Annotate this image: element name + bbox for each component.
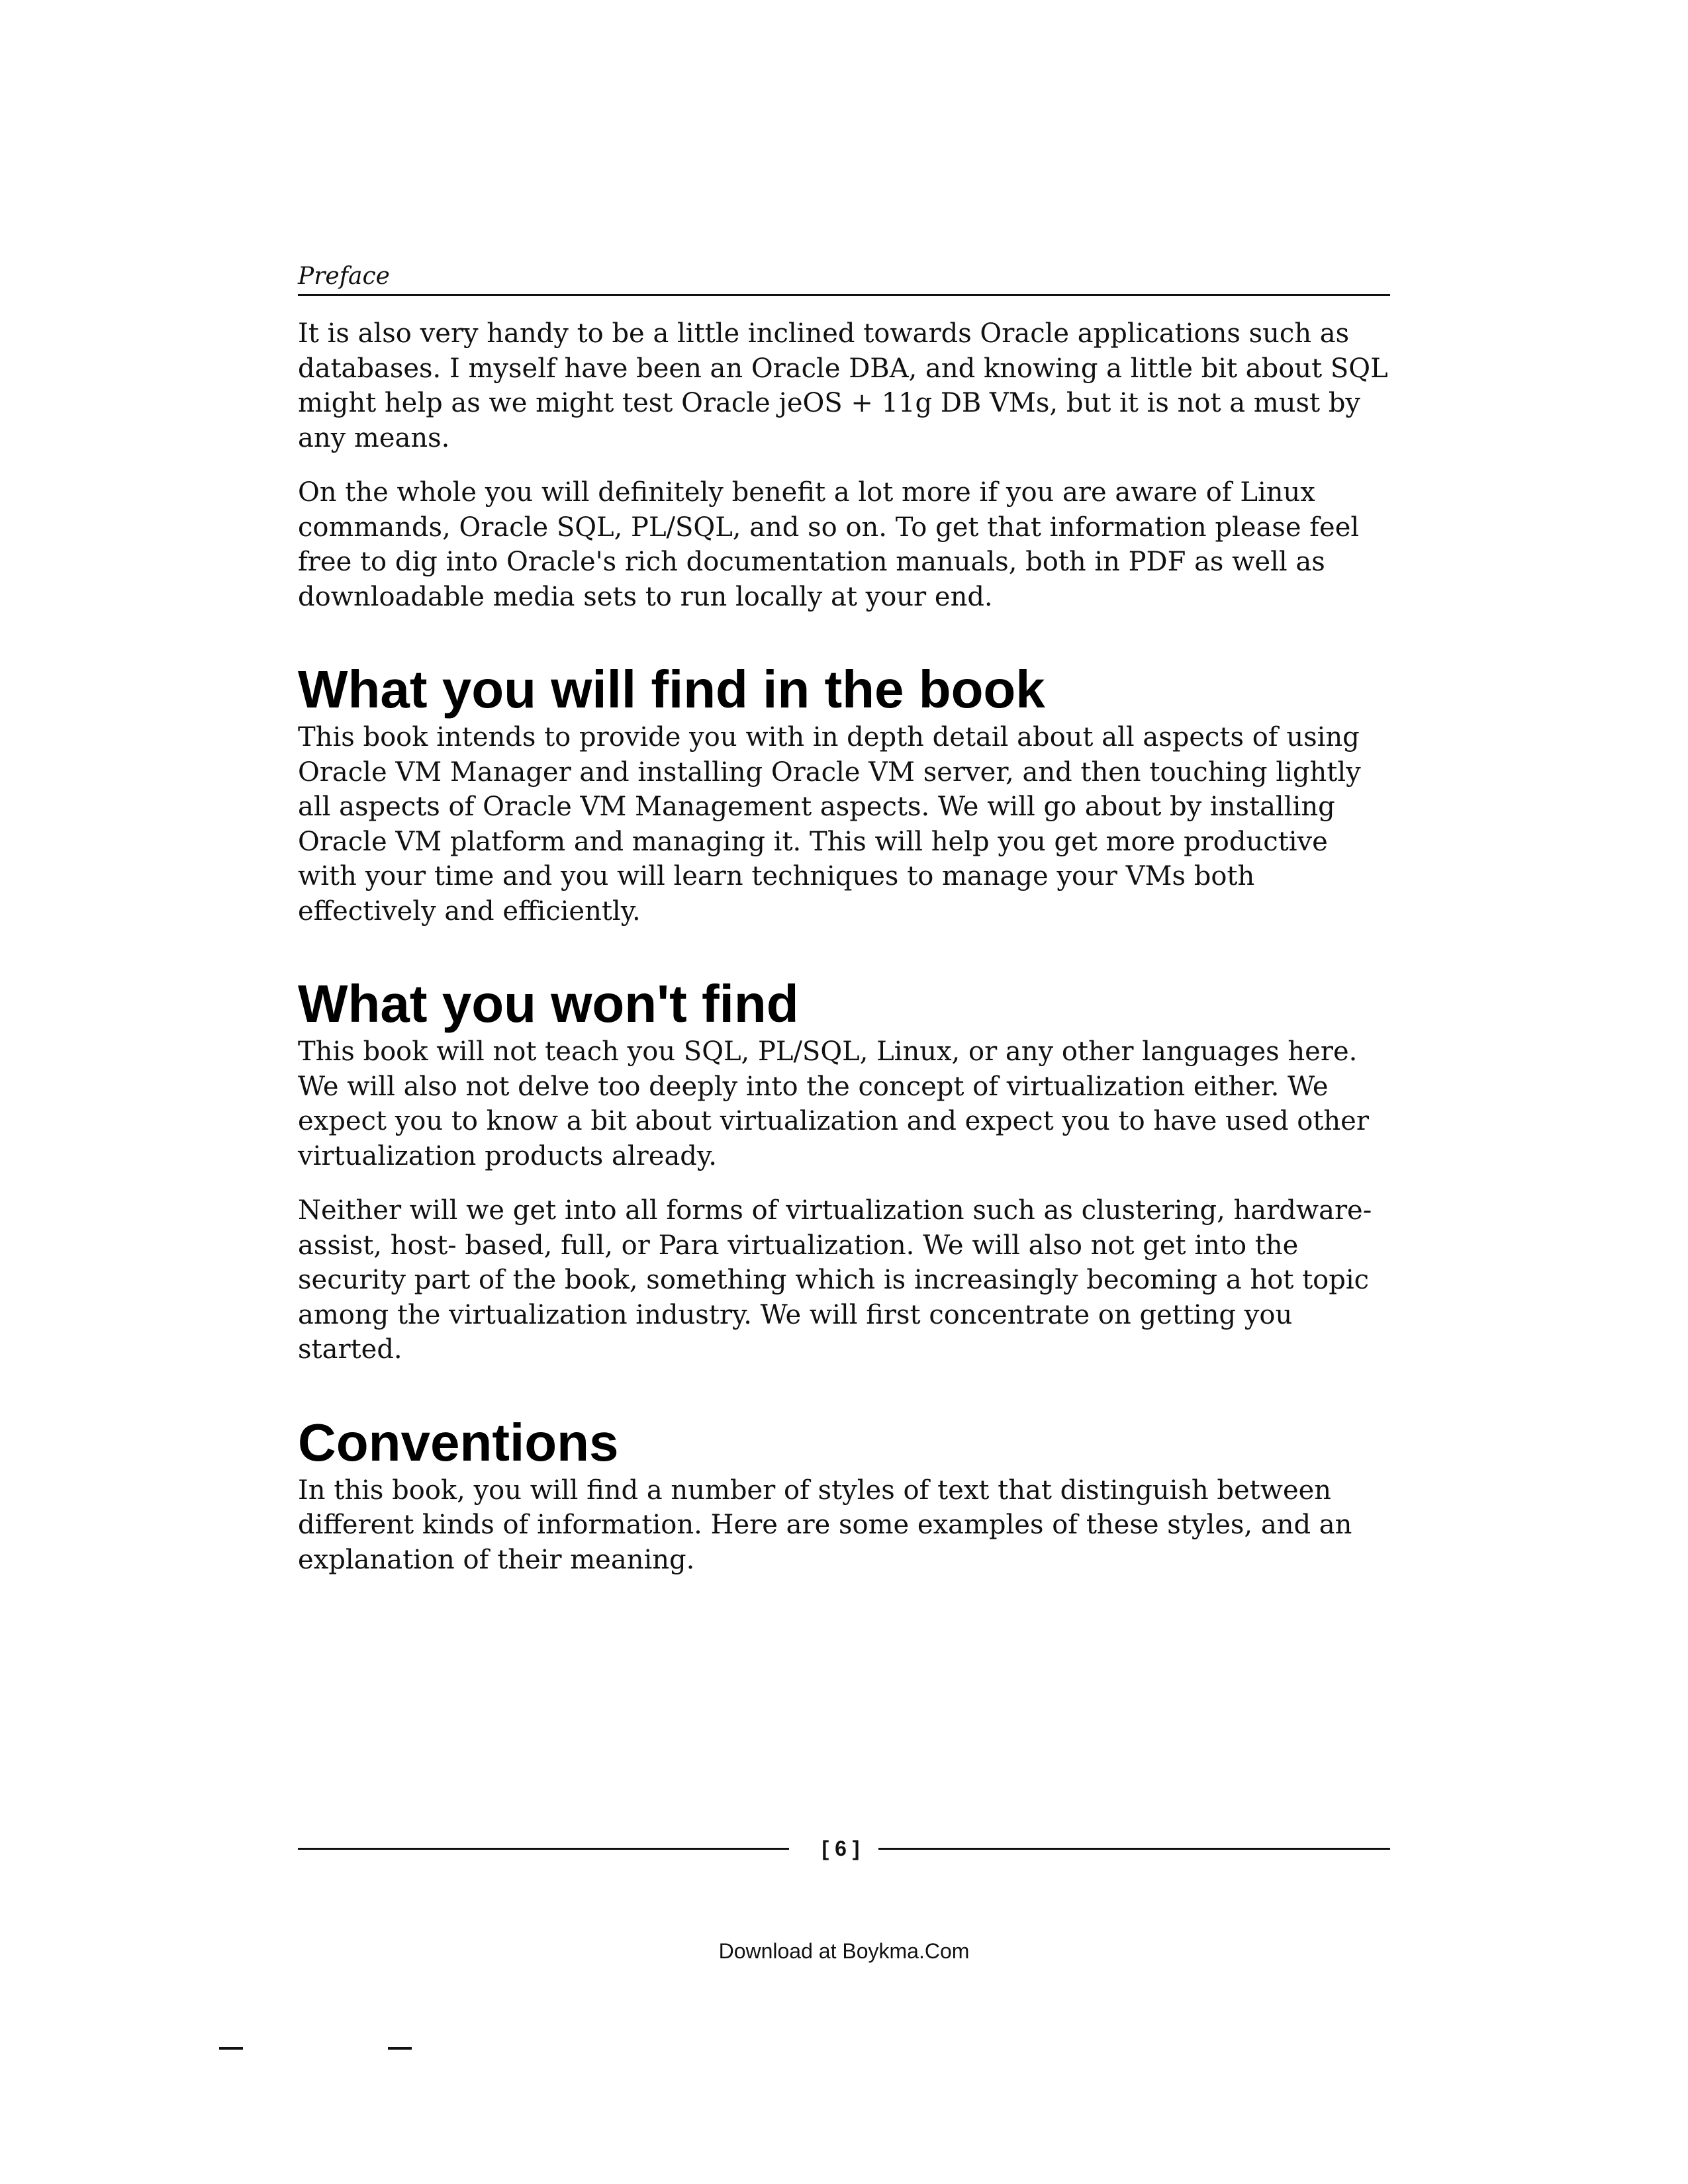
download-note: Download at Boykma.Com — [718, 1939, 970, 1963]
crop-mark-left — [219, 2047, 243, 2050]
header-section-label: Preface — [298, 263, 390, 290]
page-number: [ 6 ] — [821, 1837, 860, 1860]
paragraph: This book will not teach you SQL, PL/SQL, Linux, or any other languages here. We will also not delve too deeply into the concept of virtualization either. We expect you to know a bit about virtualization and expect you to have used other virtualization products already. — [298, 1036, 1369, 1171]
paragraph: It is also very handy to be a little inclined towards Oracle applications such as databases. I myself have been an Oracle DBA, and knowing a little bit about SQL might help as we might test Oracle jeOS + 11g DB VMs, but it is not a must by any means. — [298, 318, 1388, 453]
paragraph: On the whole you will definitely benefit a lot more if you are aware of Linux commands, Oracle SQL, PL/SQL, and so on. To get that information please feel free to dig into Oracle's rich documentation manuals, both in PDF as well as downloadable media sets to run locally at your end. — [298, 477, 1360, 612]
footer-rule-right — [878, 1848, 1390, 1850]
page-body — [298, 316, 1390, 1597]
section-heading-what-you-wont-find: What you won't find — [298, 974, 799, 1033]
page-footer — [298, 1832, 1390, 1865]
section-heading-conventions: Conventions — [298, 1412, 619, 1472]
section-heading-what-you-will-find: What you will find in the book — [298, 660, 1045, 719]
footer-rule-left — [298, 1848, 789, 1850]
paragraph: This book intends to provide you with in depth detail about all aspects of using Oracle VM Manager and installing Oracle VM server, and then touching lightly all aspects of Oracle VM Management aspects. We will go about by installing Oracle VM platform and managing it. This will help you get more productive with your time and you will learn techniques to manage your VMs both effectively and efficiently. — [298, 722, 1361, 927]
running-header — [298, 259, 1390, 296]
paragraph: In this book, you will find a number of styles of text that distinguish between different kinds of information. Here are some examples of these styles, and an explanation of their meaning. — [298, 1475, 1352, 1575]
paragraph: Neither will we get into all forms of virtualization such as clustering, hardware-assist, host- based, full, or Para virtualization. We will also not get into the security part of the book, something which is increasingly becoming a hot topic among the virtualization industry. We will first concentrate on getting you started. — [298, 1195, 1372, 1365]
crop-mark-right — [388, 2047, 412, 2050]
